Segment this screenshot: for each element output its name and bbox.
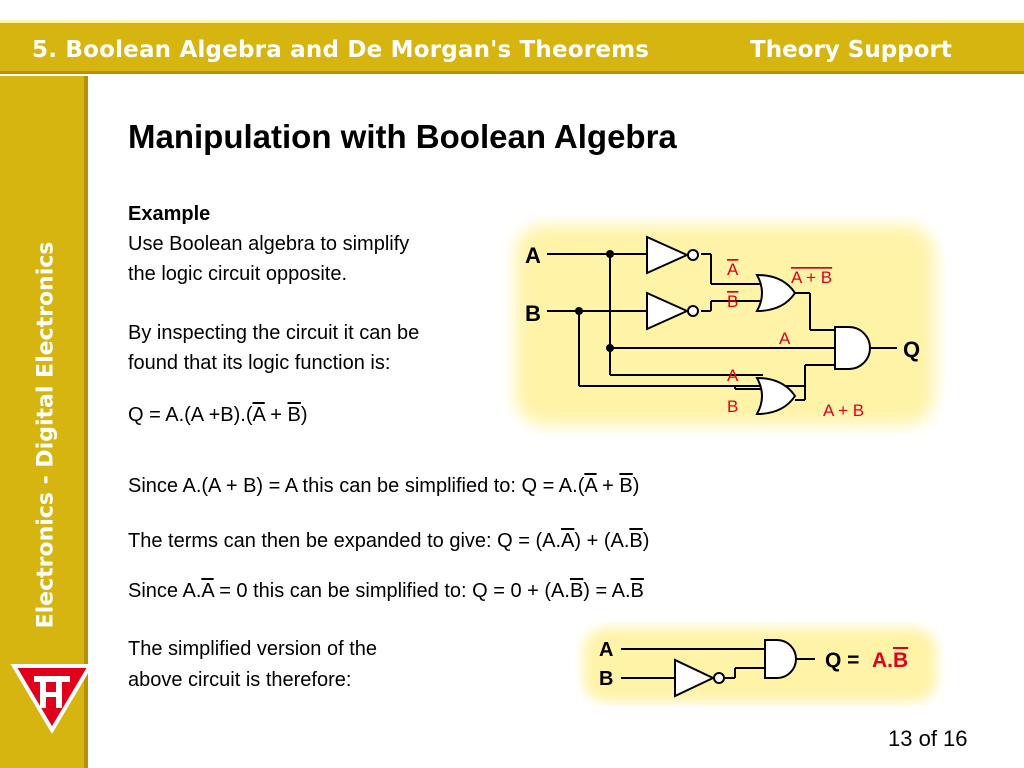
or2-input-b-label: B <box>727 397 739 416</box>
simplified-output-label: Q = <box>825 649 860 672</box>
example-heading: Example <box>128 203 211 225</box>
output-q-label: Q <box>903 337 921 362</box>
not-a-label: A <box>727 260 739 279</box>
simplified-output-expr: A.B <box>872 649 909 672</box>
input-a-label: A <box>525 243 541 268</box>
page-title: Manipulation with Boolean Algebra <box>128 118 677 155</box>
header-title: 5. Boolean Algebra and De Morgan's Theorems <box>32 37 650 63</box>
and-gate <box>835 327 870 369</box>
logic-function: $Q = A.(A +B).(\overline{A} + \overline{B})$ <box>128 404 308 426</box>
step-3: Since $A.\overline{A} = 0$ this can be simplified to: $Q = 0 + (A.\overline{B}) = A.\overline{B}$ <box>128 580 644 602</box>
simplified-input-a-label: A <box>599 639 614 661</box>
simplified-line1: The simplified version of the <box>128 638 378 660</box>
not-b-label: B <box>727 292 739 311</box>
input-b-label: B <box>525 301 541 326</box>
sidebar-title: Electronics - Digital Electronics <box>33 241 59 629</box>
header-bar <box>0 20 1024 74</box>
inspect-line2: found that its logic function is: <box>128 352 391 374</box>
example-line1: Use Boolean algebra to simplify <box>128 233 410 255</box>
header-section: Theory Support <box>750 37 952 63</box>
and-gate-simplified <box>765 640 796 678</box>
or1-output-label: A + B <box>791 268 833 287</box>
and-input-label: A <box>779 329 791 348</box>
page-counter: 13 of 16 <box>888 726 968 751</box>
header-banner <box>0 18 1024 76</box>
simplified-circuit-diagram <box>575 622 945 707</box>
original-circuit-diagram <box>505 215 945 435</box>
inspect-line1: By inspecting the circuit it can be <box>128 322 420 344</box>
or2-output-label: A + B <box>823 401 865 420</box>
simplified-line2: above circuit is therefore: <box>128 669 352 691</box>
example-line2: the logic circuit opposite. <box>128 263 348 285</box>
step-1: Since A.(A + B) = A this can be simplified to: $Q = A.(\overline{A} + \overline{B})$ <box>128 475 640 497</box>
simplified-input-b-label: B <box>599 668 614 690</box>
or2-input-a-label: A <box>727 366 739 385</box>
step-2: The terms can then be expanded to give: $Q = (A.\overline{A}) + (A.\overline{B})$ <box>128 530 650 552</box>
logo-icon <box>10 660 94 734</box>
